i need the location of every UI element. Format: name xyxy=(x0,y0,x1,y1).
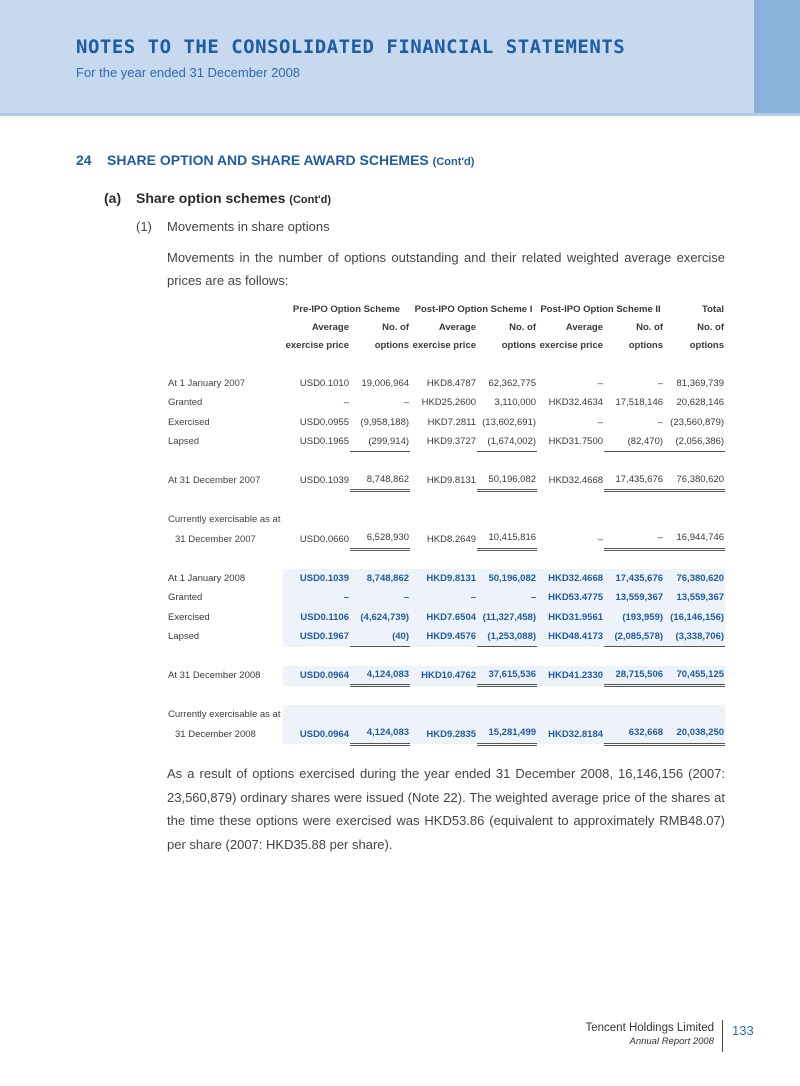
closing-paragraph: As a result of options exercised during the year ended 31 December 2008, 16,146,156 (2007: 23,560,879) ordinary shares were issued (Note 22). The weighted average price of the shares at the time these options were exercised was HKD53.86 (equivalent to approximately RMB48.07) per share (2007: HKD35.88 per share). xyxy=(167,766,725,852)
count-cell: (82,470) xyxy=(604,432,664,452)
count-cell: (299,914) xyxy=(350,432,410,452)
count-cell: – xyxy=(657,416,664,428)
count-cell: 17,518,146 xyxy=(615,397,664,409)
count-cell: 13,559,367 xyxy=(604,588,664,608)
count-cell: (2,085,578) xyxy=(604,627,664,647)
count-cell: 50,196,082 xyxy=(477,471,537,491)
column-header: exercise price xyxy=(285,339,349,351)
count-cell: (4,624,739) xyxy=(350,608,410,628)
price-cell: – xyxy=(343,397,349,409)
table-row xyxy=(167,588,725,608)
column-header-row xyxy=(167,318,725,336)
price-cell: HKD25.2600 xyxy=(421,397,477,409)
table-row xyxy=(167,627,725,647)
price-cell: HKD9.3727 xyxy=(426,436,477,448)
price-cell: USD0.1010 xyxy=(299,377,349,389)
table-row xyxy=(167,569,725,589)
price-cell: – xyxy=(410,588,477,608)
page-subtitle: For the year ended 31 December 2008 xyxy=(76,65,301,80)
subsection-cont: (Cont'd) xyxy=(289,194,331,206)
count-cell: 50,196,082 xyxy=(477,569,537,589)
count-cell: (40) xyxy=(350,627,410,647)
count-cell: 8,748,862 xyxy=(350,569,410,589)
table-row xyxy=(167,374,725,394)
item-title: Movements in share options xyxy=(167,219,330,234)
group-header: Post-IPO Option Scheme I xyxy=(414,303,533,315)
item-heading xyxy=(136,219,330,234)
price-cell: HKD48.4173 xyxy=(537,627,604,647)
row-label: Granted xyxy=(168,397,203,409)
price-cell: HKD7.2811 xyxy=(427,416,477,428)
column-header: options xyxy=(689,339,725,351)
price-cell: USD0.1039 xyxy=(283,569,350,589)
count-cell: (13,602,691) xyxy=(482,416,537,428)
count-cell: (3,338,706) xyxy=(664,627,725,647)
count-cell: 632,668 xyxy=(604,725,664,745)
table-row xyxy=(167,608,725,628)
row-label: Currently exercisable as at xyxy=(168,514,281,526)
row-label: Exercised xyxy=(168,416,210,428)
count-cell: 10,415,816 xyxy=(477,530,537,550)
table-row xyxy=(167,666,725,686)
count-cell: (1,253,088) xyxy=(477,627,537,647)
price-cell: USD0.1967 xyxy=(283,627,350,647)
column-header: options xyxy=(374,339,410,351)
count-cell: (23,560,879) xyxy=(670,416,725,428)
table-row xyxy=(167,530,725,550)
count-cell: 76,380,620 xyxy=(664,471,725,491)
table-row xyxy=(167,393,725,413)
price-cell: HKD32.4668 xyxy=(537,569,604,589)
count-cell: (1,674,002) xyxy=(477,432,537,452)
count-cell: 13,559,367 xyxy=(664,588,725,608)
row-label: At 31 December 2008 xyxy=(168,670,261,682)
count-cell: 17,435,676 xyxy=(604,569,664,589)
count-cell: 19,006,964 xyxy=(361,377,410,389)
price-cell: HKD8.2649 xyxy=(426,533,477,545)
row-spacer xyxy=(167,491,725,511)
share-options-table xyxy=(167,300,725,746)
header-divider xyxy=(0,113,800,116)
price-cell: – xyxy=(283,588,350,608)
price-cell: – xyxy=(597,533,604,545)
header-accent-strip xyxy=(754,0,800,113)
row-spacer xyxy=(167,686,725,706)
count-cell: – xyxy=(350,588,410,608)
column-header: No. of xyxy=(509,321,537,333)
column-header: exercise price xyxy=(412,339,477,351)
section-cont: (Cont'd) xyxy=(432,156,475,168)
page-number: 133 xyxy=(732,1023,754,1038)
price-cell: HKD9.8131 xyxy=(410,569,477,589)
price-cell: HKD32.4634 xyxy=(548,397,604,409)
price-cell: HKD7.6504 xyxy=(410,608,477,628)
row-label: 31 December 2008 xyxy=(175,728,256,740)
price-cell: HKD31.9561 xyxy=(537,608,604,628)
row-label: At 1 January 2007 xyxy=(168,377,246,389)
count-cell: 15,281,499 xyxy=(477,725,537,745)
price-cell: HKD32.8184 xyxy=(537,725,604,745)
column-header: No. of xyxy=(382,321,410,333)
count-cell: (11,327,458) xyxy=(477,608,537,628)
price-cell: – xyxy=(597,416,604,428)
table-row xyxy=(167,413,725,433)
count-cell: 81,369,739 xyxy=(676,377,725,389)
count-cell: 17,435,676 xyxy=(604,471,664,491)
column-header: options xyxy=(501,339,537,351)
column-header: No. of xyxy=(636,321,664,333)
column-header: Average xyxy=(311,321,349,333)
count-cell: (193,959) xyxy=(604,608,664,628)
count-cell: 70,455,125 xyxy=(664,666,725,686)
row-spacer xyxy=(167,452,725,472)
column-header: No. of xyxy=(697,321,725,333)
group-header: Total xyxy=(702,303,725,315)
subsection-title: Share option schemes xyxy=(136,190,286,206)
table-row xyxy=(167,432,725,452)
footer-divider xyxy=(722,1020,723,1052)
group-header: Post-IPO Option Scheme II xyxy=(540,303,661,315)
count-cell: 20,038,250 xyxy=(664,725,725,745)
row-label: Granted xyxy=(168,592,203,604)
table-row xyxy=(167,725,725,745)
row-label: At 1 January 2008 xyxy=(168,572,246,584)
price-cell: HKD9.8131 xyxy=(426,475,477,487)
count-cell: – xyxy=(657,377,664,389)
row-label: Lapsed xyxy=(168,436,200,448)
count-cell: – xyxy=(604,530,664,550)
table-row-label xyxy=(167,510,725,530)
column-header: options xyxy=(628,339,664,351)
column-header: exercise price xyxy=(539,339,604,351)
column-header: Average xyxy=(565,321,604,333)
column-header-row xyxy=(167,336,725,354)
price-cell: USD0.0955 xyxy=(299,416,349,428)
price-cell: HKD9.2835 xyxy=(410,725,477,745)
blank-header xyxy=(167,318,283,336)
count-cell: (2,056,386) xyxy=(664,432,725,452)
count-cell: 3,110,000 xyxy=(494,397,537,409)
section-heading xyxy=(76,152,474,168)
row-label: Currently exercisable as at xyxy=(168,709,281,721)
count-cell: 76,380,620 xyxy=(664,569,725,589)
count-cell: 16,944,746 xyxy=(664,530,725,550)
price-cell: HKD9.4576 xyxy=(410,627,477,647)
row-label: 31 December 2007 xyxy=(175,533,256,545)
price-cell: USD0.1039 xyxy=(299,475,349,487)
section-number: 24 xyxy=(76,152,92,168)
count-cell: 4,124,083 xyxy=(350,725,410,745)
row-label: At 31 December 2007 xyxy=(168,475,261,487)
price-cell: USD0.0964 xyxy=(283,666,350,686)
section-title: SHARE OPTION AND SHARE AWARD SCHEMES xyxy=(107,152,429,168)
price-cell: – xyxy=(597,377,604,389)
table-row xyxy=(167,471,725,491)
table-header xyxy=(167,300,725,354)
row-spacer xyxy=(167,549,725,569)
price-cell: HKD32.4668 xyxy=(548,475,604,487)
report-name: Annual Report 2008 xyxy=(629,1036,714,1047)
blank-header xyxy=(167,336,283,354)
price-cell: USD0.1106 xyxy=(283,608,350,628)
price-cell: HKD41.2330 xyxy=(537,666,604,686)
subsection-heading xyxy=(104,190,331,206)
count-cell: 28,715,506 xyxy=(604,666,664,686)
count-cell: 8,748,862 xyxy=(350,471,410,491)
intro-paragraph: Movements in the number of options outstanding and their related weighted average exercise prices are as follows: xyxy=(167,250,725,288)
count-cell: 6,528,930 xyxy=(350,530,410,550)
company-name: Tencent Holdings Limited xyxy=(585,1022,714,1034)
blank-header xyxy=(167,300,283,318)
item-number: (1) xyxy=(136,219,152,234)
subsection-number: (a) xyxy=(104,190,122,206)
count-cell: 20,628,146 xyxy=(676,397,725,409)
price-cell: HKD31.7500 xyxy=(548,436,604,448)
count-cell: – xyxy=(403,397,410,409)
column-header: Average xyxy=(438,321,477,333)
table-body xyxy=(167,354,725,744)
count-cell: (9,958,188) xyxy=(360,416,410,428)
price-cell: USD0.1965 xyxy=(299,436,349,448)
price-cell: USD0.0964 xyxy=(283,725,350,745)
row-spacer xyxy=(167,647,725,667)
row-label: Lapsed xyxy=(168,631,200,643)
count-cell: (16,146,156) xyxy=(664,608,725,628)
page-title: NOTES TO THE CONSOLIDATED FINANCIAL STATEMENTS xyxy=(76,36,626,58)
group-header-row xyxy=(167,300,725,318)
row-label: Exercised xyxy=(168,611,210,623)
table-row-label xyxy=(167,705,725,725)
footer xyxy=(586,1022,715,1047)
row-spacer xyxy=(167,354,725,374)
count-cell: 4,124,083 xyxy=(350,666,410,686)
price-cell: HKD8.4787 xyxy=(426,377,477,389)
count-cell: 37,615,536 xyxy=(477,666,537,686)
price-cell: HKD53.4775 xyxy=(537,588,604,608)
group-header: Pre-IPO Option Scheme xyxy=(292,303,401,315)
price-cell: HKD10.4762 xyxy=(410,666,477,686)
count-cell: 62,362,775 xyxy=(488,377,537,389)
price-cell: USD0.0660 xyxy=(299,533,349,545)
count-cell: – xyxy=(477,588,537,608)
